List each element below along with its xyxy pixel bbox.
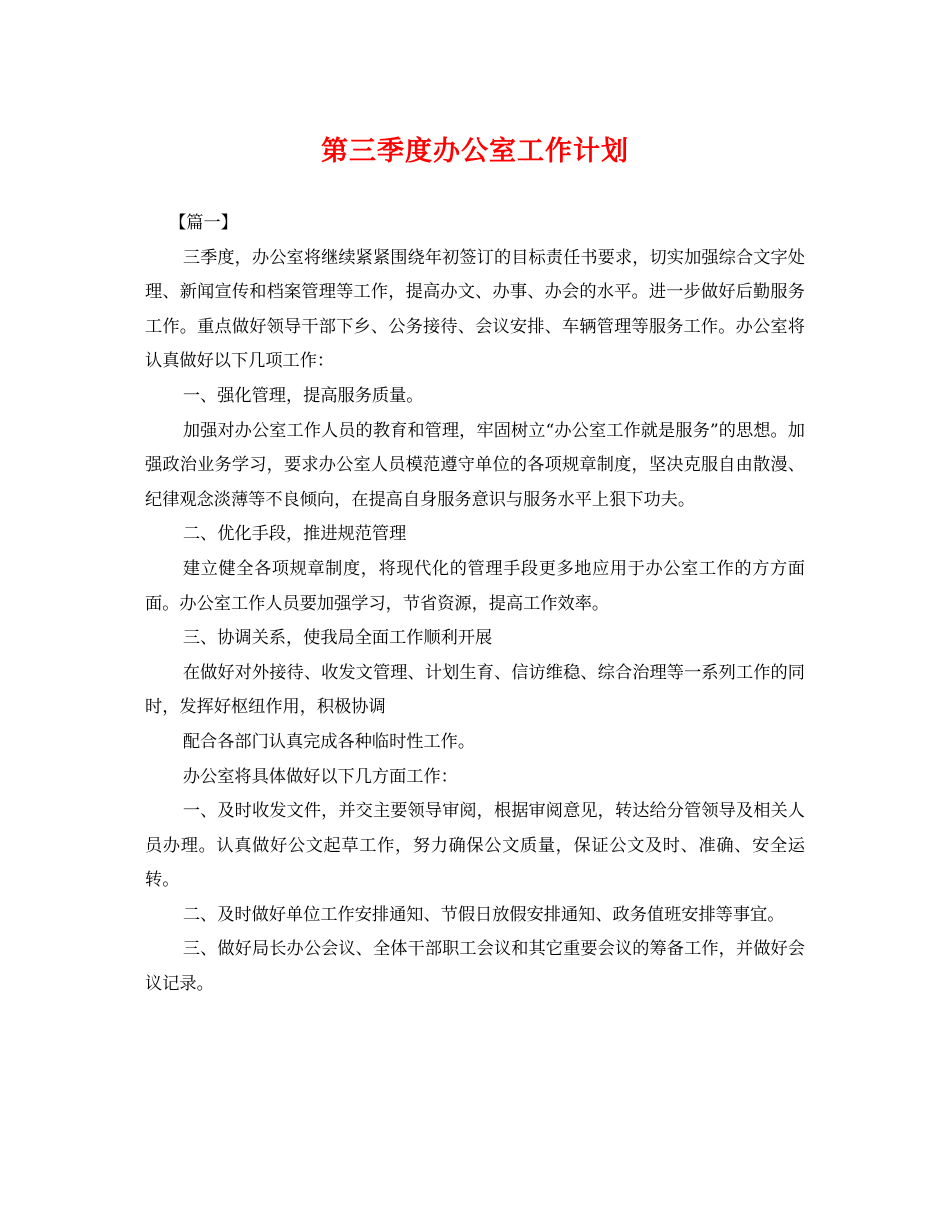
paragraph: 一、及时收发文件，并交主要领导审阅，根据审阅意见，转达给分管领导及相关人员办理。认真做好公文起草工作，努力确保公文质量，保证公文及时、准确、安全运转。 [145,801,805,891]
paragraph: 二、及时做好单位工作安排通知、节假日放假安排通知、政务值班安排等事宜。 [182,904,785,925]
document-title: 第三季度办公室工作计划 [321,136,629,167]
paragraph: 三、做好局长办公会议、全体干部职工会议和其它重要会议的筹备工作，并做好会议记录。 [145,939,805,995]
paragraph: 三季度，办公室将继续紧紧围绕年初签订的目标责任书要求，切实加强综合文字处理、新闻宣传和档案管理等工作，提高办文、办事、办会的水平。进一步做好后勤服务工作。重点做好领导干部下乡、公务接待、会议安排、车辆管理等服务工作。办公室将认真做好以下几项工作： [145,247,805,372]
paragraph: 一、强化管理，提高服务质量。 [182,385,424,406]
paragraph: 三、协调关系，使我局全面工作顺利开展 [182,628,493,649]
document-body [145,206,805,1002]
paragraph: 加强对办公室工作人员的教育和管理，牢固树立“办公室工作就是服务”的思想。加强政治业务学习，要求办公室人员模范遵守单位的各项规章制度，坚决克服自由散漫、纪律观念淡薄等不良倾向，在提高自身服务意识与服务水平上狠下功夫。 [145,420,805,510]
paragraph: 配合各部门认真完成各种临时性工作。 [182,731,476,752]
paragraph: 办公室将具体做好以下几方面工作： [182,766,458,787]
paragraph: 建立健全各项规章制度，将现代化的管理手段更多地应用于办公室工作的方方面面。办公室工作人员要加强学习，节省资源，提高工作效率。 [145,558,805,614]
paragraph: 二、优化手段，推进规范管理 [182,524,407,545]
paragraph: 在做好对外接待、收发文管理、计划生育、信访维稳、综合治理等一系列工作的同时，发挥好枢纽作用，积极协调 [145,662,805,718]
section-marker: 【篇一】 [169,213,238,233]
